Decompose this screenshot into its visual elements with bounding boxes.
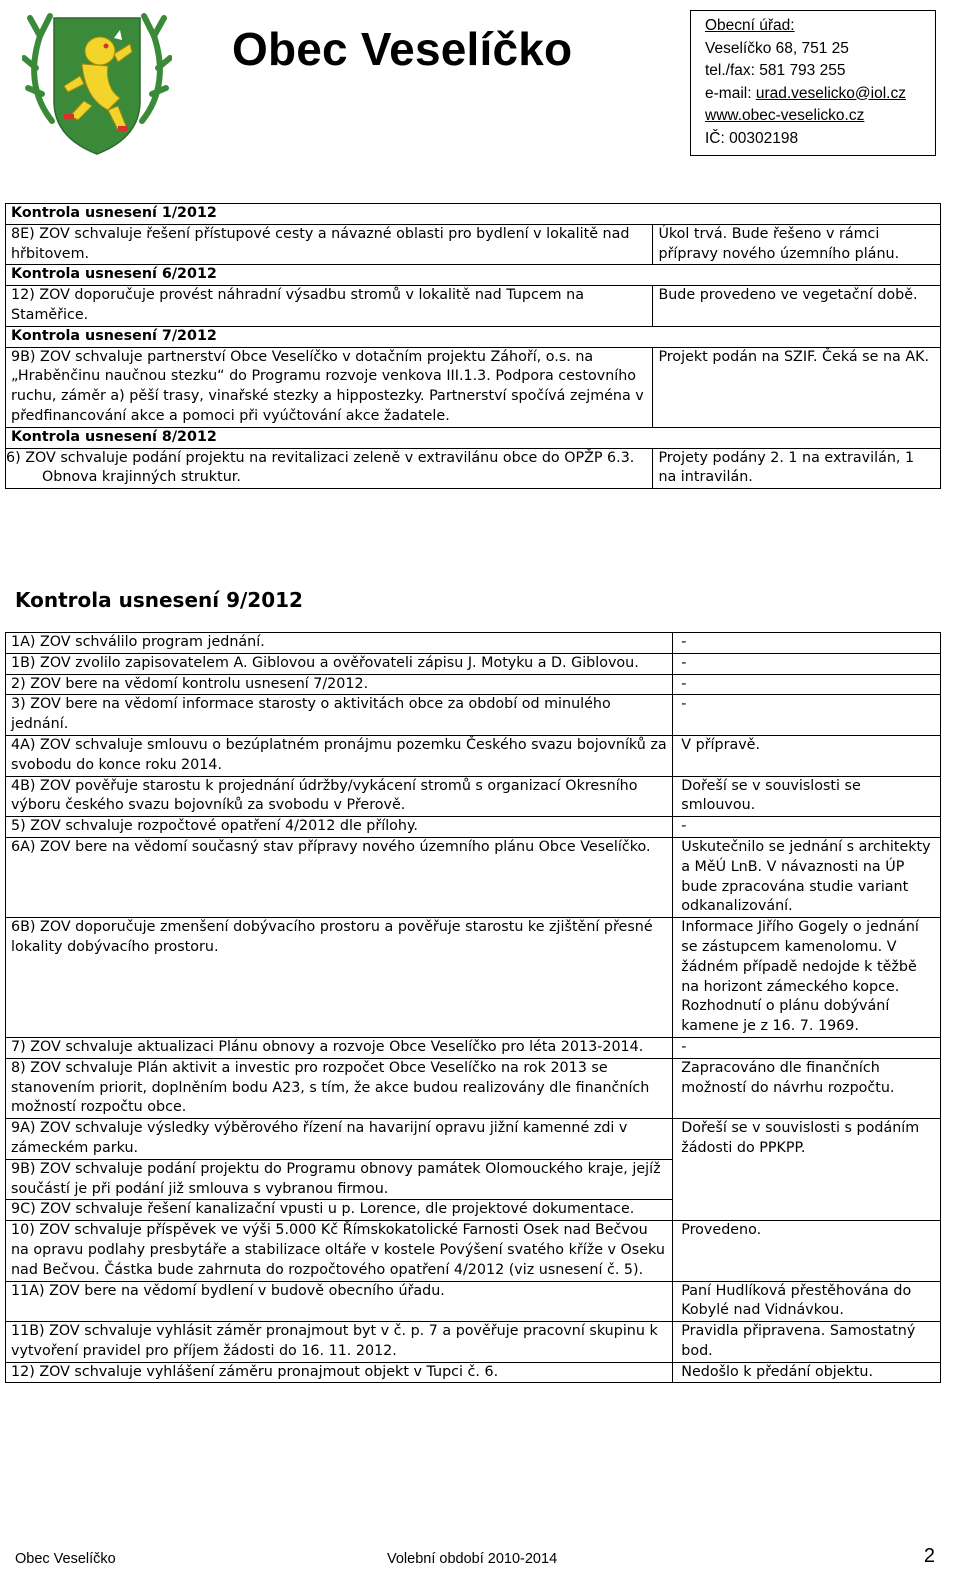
table-row <box>6 1221 941 1281</box>
resolution-status: Projekt podán na SZIF. Čeká se na AK. <box>653 347 941 427</box>
resolution-text: 11A) ZOV bere na vědomí bydlení v budově obecního úřadu. <box>6 1281 673 1322</box>
email-link[interactable]: urad.veselicko@iol.cz <box>755 84 906 102</box>
resolution-text: 8) ZOV schvaluje Plán aktivit a investic pro rozpočet Obce Veselíčko na rok 2013 se stanovením priorit, doplněním bodu A23, s tím, že akce budou realizovány dle finančních možností rozpočtu obce. <box>6 1058 673 1118</box>
table-row <box>6 1281 941 1322</box>
resolution-status: - <box>673 653 941 674</box>
table-row <box>6 1362 941 1383</box>
table-row <box>6 1058 941 1118</box>
table-row <box>6 918 941 1038</box>
resolution-text: 12) ZOV doporučuje provést náhradní výsadbu stromů v lokalitě nad Tupcem na Staměřice. <box>6 286 653 327</box>
table-row <box>6 776 941 817</box>
resolution-status: Pravidla připravena. Samostatný bod. <box>673 1322 941 1363</box>
resolution-text: 3) ZOV bere na vědomí informace starosty o aktivitách obce za období od minulého jednání. <box>6 695 673 736</box>
resolution-text: 1A) ZOV schválilo program jednání. <box>6 633 673 654</box>
table-row <box>6 347 941 427</box>
resolution-status: - <box>673 633 941 654</box>
resolution-status: Nedošlo k předání objektu. <box>673 1362 941 1383</box>
table-row <box>6 448 941 489</box>
table-row <box>6 817 941 838</box>
table-row <box>6 735 941 776</box>
resolution-status: - <box>673 695 941 736</box>
resolution-text: 6B) ZOV doporučuje zmenšení dobývacího prostoru a pověřuje starostu ke zjištění přesné lokality dobývacího prostoru. <box>6 918 673 1038</box>
table-row <box>6 224 941 265</box>
resolution-text: 9C) ZOV schvaluje řešení kanalizační vpusti u p. Lorence, dle projektové dokumentace. <box>6 1200 673 1221</box>
resolution-status: Informace Jiřího Gogely o jednání se zástupcem kamenolomu. V žádném případě nedojde k těžbě na horizont zámeckého kopce. Rozhodnutí o plánu dobývání kamene je z 16. 7. 1969. <box>673 918 941 1038</box>
resolution-text: 1B) ZOV zvolilo zapisovatelem A. Giblovou a ověřovateli zápisu J. Motyku a D. Giblovou. <box>6 653 673 674</box>
page-footer <box>15 1547 935 1573</box>
resolution-status: - <box>673 817 941 838</box>
resolution-text: 7) ZOV schvaluje aktualizaci Plánu obnovy a rozvoje Obce Veselíčko pro léta 2013-2014. <box>6 1037 673 1058</box>
footer-municipality: Obec Veselíčko <box>15 1551 116 1567</box>
resolution-text: 9B) ZOV schvaluje partnerství Obce Veselíčko v dotačním projektu Záhoří, o.s. na „Hraběnčinu naučnou stezku“ do Programu rozvoje venkova III.1.3. Podpora cestovního ruchu, záměr a) pěší trasy, vinařské stezky a hippostezky. Partnerství spočívá zejména v předfinancování akce a pomoci při vyúčtování akce žadatele. <box>6 347 653 427</box>
resolution-status: - <box>673 1037 941 1058</box>
address: Veselíčko 68, 751 25 <box>705 39 849 57</box>
resolution-status: Paní Hudlíková přestěhována do Kobylé nad Vidnávkou. <box>673 1281 941 1322</box>
resolution-control-header: Kontrola usnesení 8/2012 <box>6 427 941 448</box>
control-table-previous <box>5 203 941 489</box>
resolution-text: 6) ZOV schvaluje podání projektu na revitalizaci zeleně v extravilánu obce do OPŽP 6.3. Obnova krajinných struktur. <box>6 448 653 489</box>
resolution-text: 10) ZOV schvaluje příspěvek ve výši 5.000 Kč Římskokatolické Farnosti Osek nad Bečvou na opravu podlahy presbytáře a stabilizace oltáře v kostele Povýšení svatého kříže v Oseku nad Bečvou. Částka bude zahrnuta do rozpočtového opatření 4/2012 (viz usnesení č. 5). <box>6 1221 673 1281</box>
resolution-status: Projety podány 2. 1 na extravilán, 1 na intravilán. <box>653 448 941 489</box>
section-heading: Kontrola usnesení 9/2012 <box>15 588 303 612</box>
control-table-current <box>5 632 941 1383</box>
resolution-text: 4A) ZOV schvaluje smlouvu o bezúplatném pronájmu pozemku Českého svazu bojovníků za svobodu do konce roku 2014. <box>6 735 673 776</box>
resolution-status: Úkol trvá. Bude řešeno v rámci přípravy nového územního plánu. <box>653 224 941 265</box>
resolution-text: 5) ZOV schvaluje rozpočtové opatření 4/2012 dle přílohy. <box>6 817 673 838</box>
footer-term: Volební období 2010-2014 <box>387 1551 558 1567</box>
table-row <box>6 633 941 654</box>
table-row <box>6 286 941 327</box>
resolution-status: Provedeno. <box>673 1221 941 1281</box>
table-row <box>6 1322 941 1363</box>
resolution-status: Bude provedeno ve vegetační době. <box>653 286 941 327</box>
resolution-status: Dořeší se v souvislosti s podáním žádosti do PPKPP. <box>673 1119 941 1221</box>
resolution-text: 9B) ZOV schvaluje podání projektu do Programu obnovy památek Olomouckého kraje, jejíž součástí je při podání již smlouva s vybranou firmou. <box>6 1159 673 1200</box>
section-header-row <box>6 326 941 347</box>
table-row <box>6 695 941 736</box>
company-id: IČ: 00302198 <box>705 129 799 147</box>
resolution-text: 11B) ZOV schvaluje vyhlásit záměr pronajmout byt v č. p. 7 a pověřuje pracovní skupinu k vytvoření pravidel pro příjem žádosti do 16. 11. 2012. <box>6 1322 673 1363</box>
resolution-text: 9A) ZOV schvaluje výsledky výběrového řízení na havarijní opravu jižní kamenné zdi v zámeckém parku. <box>6 1119 673 1160</box>
section-header-row <box>6 204 941 225</box>
table-row <box>6 1037 941 1058</box>
resolution-text: 2) ZOV bere na vědomí kontrolu usnesení 7/2012. <box>6 674 673 695</box>
table-row <box>6 1119 941 1160</box>
resolution-text: 8E) ZOV schvaluje řešení přístupové cesty a návazné oblasti pro bydlení v lokalitě nad hřbitovem. <box>6 224 653 265</box>
office-label: Obecní úřad: <box>705 17 795 34</box>
contact-box <box>690 10 936 156</box>
table-row <box>6 837 941 917</box>
resolution-status: V přípravě. <box>673 735 941 776</box>
resolution-status: - <box>673 674 941 695</box>
phone-fax: tel./fax: 581 793 255 <box>705 62 846 79</box>
page-number: 2 <box>923 1545 935 1567</box>
section-header-row <box>6 427 941 448</box>
resolution-control-header: Kontrola usnesení 1/2012 <box>6 204 941 225</box>
resolution-control-header: Kontrola usnesení 6/2012 <box>6 265 941 286</box>
email-line: e-mail: urad.veselicko@iol.cz <box>705 84 906 102</box>
resolution-status: Zapracováno dle finančních možností do návrhu rozpočtu. <box>673 1058 941 1118</box>
table-row <box>6 674 941 695</box>
table-row <box>6 653 941 674</box>
section-header-row <box>6 265 941 286</box>
resolution-status: Uskutečnilo se jednání s architekty a MěÚ LnB. V návaznosti na ÚP bude zpracována studie variant odkanalizování. <box>673 837 941 917</box>
website-link[interactable]: www.obec-veselicko.cz <box>705 107 865 124</box>
municipal-crest-icon <box>22 6 172 156</box>
page-title: Obec Veselíčko <box>232 23 573 75</box>
resolution-control-header: Kontrola usnesení 7/2012 <box>6 326 941 347</box>
resolution-text: 6A) ZOV bere na vědomí současný stav přípravy nového územního plánu Obce Veselíčko. <box>6 837 673 917</box>
resolution-status: Dořeší se v souvislosti se smlouvou. <box>673 776 941 817</box>
resolution-text: 4B) ZOV pověřuje starostu k projednání údržby/vykácení stromů s organizací Okresního výboru českého svazu bojovníků za svobodu v Přerově. <box>6 776 673 817</box>
resolution-text: 12) ZOV schvaluje vyhlášení záměru pronajmout objekt v Tupci č. 6. <box>6 1362 673 1383</box>
